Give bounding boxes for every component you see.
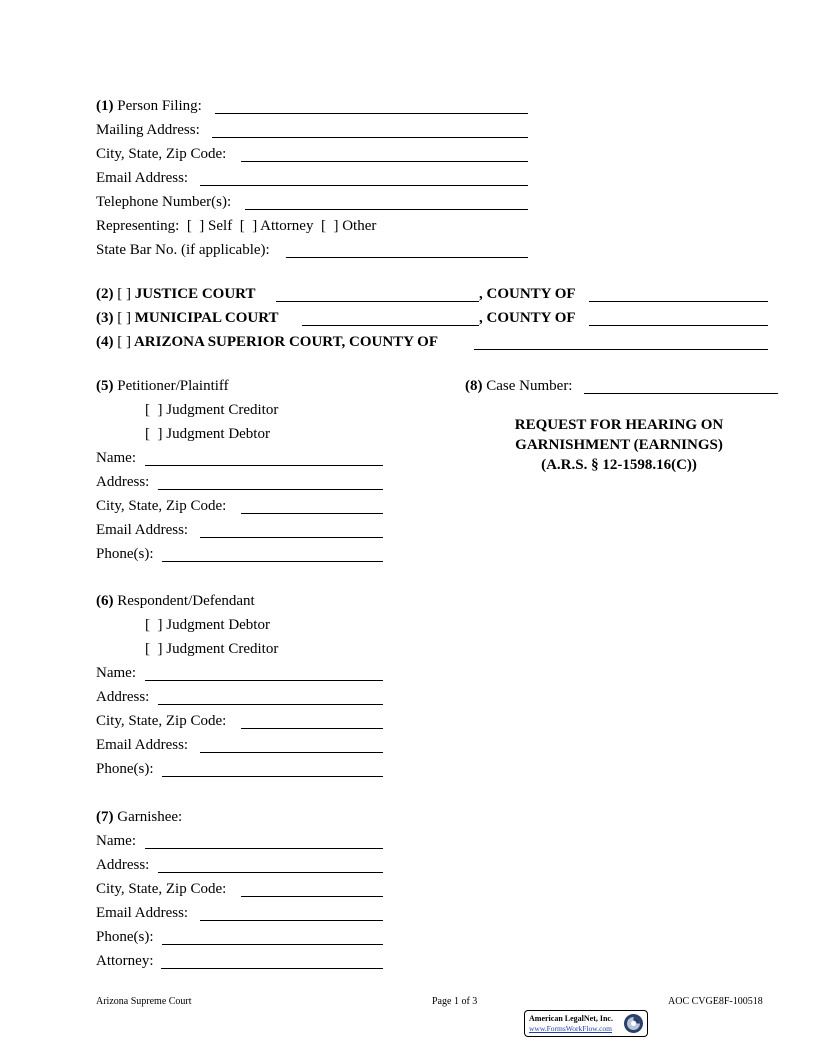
form-title-line1: REQUEST FOR HEARING ON xyxy=(514,417,724,433)
person-filing-label: (1) Person Filing: xyxy=(96,98,202,114)
petitioner-address-label: Address: xyxy=(96,474,150,490)
garnishee-name-field[interactable] xyxy=(145,848,383,849)
telephone-label: Telephone Number(s): xyxy=(96,194,232,210)
justice-court-row[interactable]: (2) [ ] JUSTICE COURT xyxy=(96,286,256,302)
municipal-court-field[interactable] xyxy=(302,325,479,326)
superior-county-field[interactable] xyxy=(474,349,768,350)
respondent-city-label: City, State, Zip Code: xyxy=(96,713,227,729)
footer-page-number: Page 1 of 3 xyxy=(432,996,478,1007)
petitioner-address-field[interactable] xyxy=(158,489,383,490)
respondent-address-field[interactable] xyxy=(158,704,383,705)
garnishee-city-field[interactable] xyxy=(241,896,383,897)
garnishee-heading: (7) Garnishee: xyxy=(96,809,183,825)
municipal-court-row[interactable]: (3) [ ] MUNICIPAL COURT xyxy=(96,310,279,326)
garnishee-address-field[interactable] xyxy=(158,872,383,873)
petitioner-heading: (5) Petitioner/Plaintiff xyxy=(96,378,229,394)
petitioner-option-debtor[interactable]: [ ] Judgment Debtor xyxy=(145,426,270,442)
garnishee-address-label: Address: xyxy=(96,857,150,873)
footer-form-code: AOC CVGE8F-100518 xyxy=(668,996,763,1007)
filer-city-label: City, State, Zip Code: xyxy=(96,146,227,162)
garnishee-city-label: City, State, Zip Code: xyxy=(96,881,227,897)
county-of-label: , COUNTY OF xyxy=(479,286,576,302)
person-filing-field[interactable] xyxy=(215,113,528,114)
petitioner-phone-label: Phone(s): xyxy=(96,546,154,562)
case-number-label: (8) Case Number: xyxy=(465,378,573,394)
municipal-county-field[interactable] xyxy=(589,325,768,326)
garnishee-attorney-field[interactable] xyxy=(161,968,383,969)
checkbox[interactable]: [ ] xyxy=(117,310,131,326)
respondent-option-creditor[interactable]: [ ] Judgment Creditor xyxy=(145,641,279,657)
petitioner-email-label: Email Address: xyxy=(96,522,189,538)
respondent-email-field[interactable] xyxy=(200,752,383,753)
logo-company-name: American LegalNet, Inc. xyxy=(529,1014,613,1023)
respondent-address-label: Address: xyxy=(96,689,150,705)
garnishee-attorney-label: Attorney: xyxy=(96,953,154,969)
respondent-city-field[interactable] xyxy=(241,728,383,729)
petitioner-option-creditor[interactable]: [ ] Judgment Creditor xyxy=(145,402,279,418)
garnishee-phone-label: Phone(s): xyxy=(96,929,154,945)
respondent-name-label: Name: xyxy=(96,665,136,681)
filer-email-label: Email Address: xyxy=(96,170,189,186)
globe-icon xyxy=(623,1013,644,1034)
form-title-line2: GARNISHMENT (EARNINGS) xyxy=(515,437,723,453)
filer-email-field[interactable] xyxy=(200,185,528,186)
superior-court-row[interactable]: (4) [ ] ARIZONA SUPERIOR COURT, COUNTY OF xyxy=(96,334,439,350)
respondent-option-debtor[interactable]: [ ] Judgment Debtor xyxy=(145,617,270,633)
telephone-field[interactable] xyxy=(245,209,528,210)
respondent-heading: (6) Respondent/Defendant xyxy=(96,593,255,609)
respondent-phone-field[interactable] xyxy=(162,776,383,777)
petitioner-email-field[interactable] xyxy=(200,537,383,538)
garnishee-email-field[interactable] xyxy=(200,920,383,921)
justice-court-field[interactable] xyxy=(276,301,479,302)
filer-city-field[interactable] xyxy=(241,161,528,162)
state-bar-field[interactable] xyxy=(286,257,528,258)
garnishee-email-label: Email Address: xyxy=(96,905,189,921)
checkbox[interactable]: [ ] xyxy=(117,286,131,302)
petitioner-name-field[interactable] xyxy=(145,465,383,466)
garnishee-name-label: Name: xyxy=(96,833,136,849)
respondent-name-field[interactable] xyxy=(145,680,383,681)
section-number: (1) xyxy=(96,98,114,114)
form-title-statute: (A.R.S. § 12-1598.16(C)) xyxy=(541,457,697,473)
checkbox[interactable]: [ ] xyxy=(117,334,131,350)
respondent-email-label: Email Address: xyxy=(96,737,189,753)
mailing-address-label: Mailing Address: xyxy=(96,122,200,138)
petitioner-name-label: Name: xyxy=(96,450,136,466)
representing-options[interactable]: Representing: [ ] Self [ ] Attorney [ ] Other xyxy=(96,218,377,234)
logo-website-link[interactable]: www.FormsWorkFlow.com xyxy=(529,1024,613,1033)
case-number-field[interactable] xyxy=(584,393,778,394)
petitioner-city-label: City, State, Zip Code: xyxy=(96,498,227,514)
petitioner-phone-field[interactable] xyxy=(162,561,383,562)
county-of-label: , COUNTY OF xyxy=(479,310,576,326)
legalnet-logo[interactable] xyxy=(524,1010,648,1037)
footer-court: Arizona Supreme Court xyxy=(96,996,192,1007)
petitioner-city-field[interactable] xyxy=(241,513,383,514)
mailing-address-field[interactable] xyxy=(212,137,528,138)
state-bar-label: State Bar No. (if applicable): xyxy=(96,242,270,258)
garnishee-phone-field[interactable] xyxy=(162,944,383,945)
justice-county-field[interactable] xyxy=(589,301,768,302)
respondent-phone-label: Phone(s): xyxy=(96,761,154,777)
